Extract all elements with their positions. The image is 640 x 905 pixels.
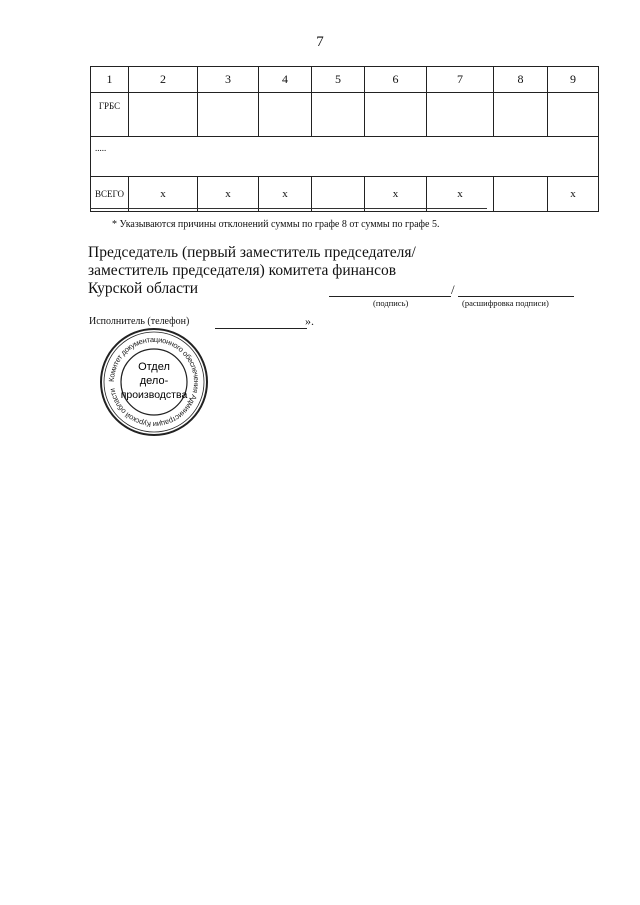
table-cell: x — [427, 177, 494, 212]
table-cell — [494, 93, 548, 137]
header-cell: 3 — [198, 67, 259, 93]
table-cell: x — [129, 177, 198, 212]
header-cell: 7 — [427, 67, 494, 93]
signature-decoding-line — [458, 296, 574, 297]
header-cell: 6 — [365, 67, 427, 93]
table-cell — [427, 93, 494, 137]
signatory-title-line2: заместитель председателя) комитета финансов — [88, 262, 397, 279]
table-cell: x — [198, 177, 259, 212]
row-label: ВСЕГО — [91, 177, 129, 212]
table-cell: x — [259, 177, 312, 212]
table-cell — [129, 93, 198, 137]
slash: / — [451, 282, 455, 297]
header-cell: 1 — [91, 67, 129, 93]
table-header-row — [91, 67, 599, 93]
stamp-center-line1: Отдел — [138, 361, 170, 373]
table-cell — [312, 93, 365, 137]
table-cell — [198, 93, 259, 137]
header-cell: 9 — [548, 67, 599, 93]
table-cell — [548, 93, 599, 137]
table-row — [91, 137, 599, 177]
table-cell: x — [548, 177, 599, 212]
footnote-divider — [90, 208, 487, 209]
table-row — [91, 93, 599, 137]
table-cell — [494, 177, 548, 212]
report-table — [90, 66, 599, 212]
ellipsis-row: ..... — [91, 137, 599, 177]
stamp-ring-text: Комитет документационного обеспечения Администрации Курской области — [106, 334, 202, 430]
footnote: * Указываются причины отклонений суммы по графе 8 от суммы по графе 5. — [112, 219, 440, 230]
executor-phone-line — [215, 328, 307, 329]
header-cell: 4 — [259, 67, 312, 93]
stamp-center-line2: дело- — [139, 375, 169, 387]
signatory-title-line3: Курской области — [88, 280, 199, 297]
table-cell — [365, 93, 427, 137]
header-cell: 8 — [494, 67, 548, 93]
header-cell: 2 — [129, 67, 198, 93]
caption-signature: (подпись) — [373, 298, 409, 308]
header-cell: 5 — [312, 67, 365, 93]
row-label: ГРБС — [91, 93, 129, 137]
page-number: 7 — [316, 34, 324, 50]
table-cell: x — [365, 177, 427, 212]
closing-quote: ». — [305, 314, 314, 328]
executor-label: Исполнитель (телефон) — [89, 316, 190, 327]
signature-line — [329, 296, 451, 297]
table-row-total — [91, 177, 599, 212]
stamp-center-line3: производства — [120, 389, 188, 401]
stamp — [98, 326, 210, 438]
table-cell — [312, 177, 365, 212]
caption-decoding: (расшифровка подписи) — [462, 298, 549, 308]
table-cell — [259, 93, 312, 137]
signatory-title-line1: Председатель (первый заместитель председателя/ — [88, 244, 416, 261]
